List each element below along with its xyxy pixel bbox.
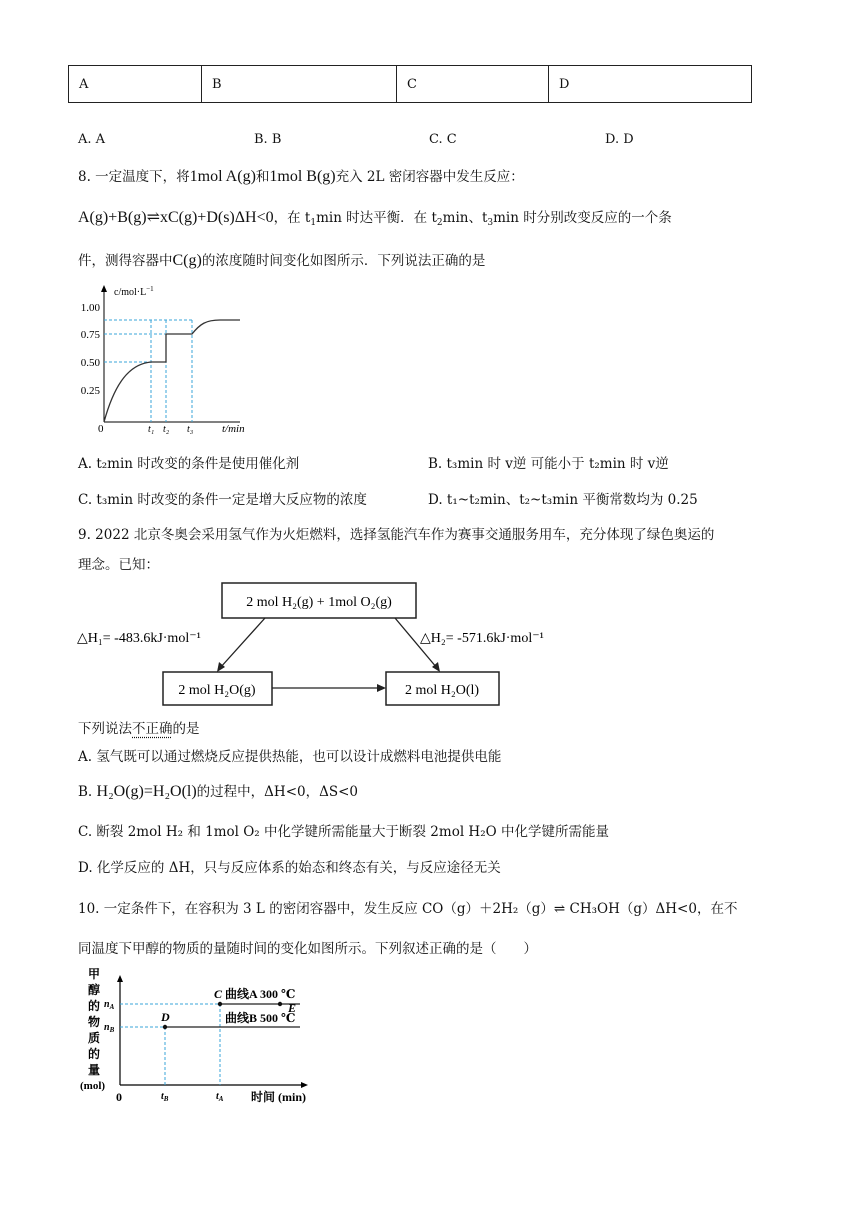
svg-text:的: 的 [88, 1047, 101, 1061]
dh1-label: △H₁= -483.6kJ·mol⁻¹ [77, 631, 201, 646]
label-curve-b: 曲线B 500 ℃ [225, 1011, 296, 1025]
label-point-e: E [288, 1001, 297, 1015]
box-reactants-label: 2 mol H₂(g) + 1mol O₂(g) [246, 595, 392, 610]
q8-equation: A(g)+B(g)⇌xC(g)+D(s)ΔH<0 [78, 209, 274, 226]
svg-text:量: 量 [88, 1063, 101, 1077]
svg-text:的: 的 [88, 999, 101, 1013]
x-tick-t3: t₃ [187, 424, 194, 435]
q8-option-b: B. t₃min 时 v逆 可能小于 t₂min 时 v逆 [428, 456, 669, 472]
chart2-origin: 0 [116, 1090, 122, 1104]
arrow-dh1 [220, 618, 265, 668]
point-e [278, 1002, 282, 1006]
q8-option-d: D. t₁~t₂min、t₂~t₃min 平衡常数均为 0.25 [428, 492, 698, 508]
y-tick-0.75: 0.75 [80, 329, 100, 341]
options-table [68, 65, 752, 103]
q9-option-c: C. 断裂 2mol H₂ 和 1mol O₂ 中化学键所需能量大于断裂 2mol H₂O 中化学键所需能量 [78, 824, 609, 840]
chart2-ylabel [88, 967, 100, 1077]
label-point-c: C [214, 987, 223, 1001]
enthalpy-diagram [75, 580, 695, 710]
point-d [163, 1025, 167, 1029]
label-nA: $n_A$ [104, 999, 115, 1011]
label-tA: $t_A$ [216, 1091, 224, 1103]
q10-line2: 同温度下甲醇的物质的量随时间的变化如图所示。下列叙述正确的是（ ） [78, 941, 537, 957]
label-curve-a: 曲线A 300 ℃ [225, 987, 296, 1001]
table-cell-d: D [549, 66, 752, 103]
x-tick-t2: t₂ [163, 424, 170, 435]
q7-option-b: B. B [254, 132, 282, 147]
q9-option-a: A. 氢气既可以通过燃烧反应提供热能，也可以设计成燃料电池提供电能 [78, 749, 502, 765]
point-c [218, 1002, 222, 1006]
q9-option-d: D. 化学反应的 ΔH，只与反应体系的始态和终态有关，与反应途径无关 [78, 860, 501, 876]
label-point-d: D [161, 1010, 170, 1024]
svg-text:甲: 甲 [88, 967, 101, 981]
q8-line1: 8. 一定温度下，将1mol A(g)和1mol B(g)充入 2L 密闭容器中发生反应： [78, 168, 524, 185]
q8-line3: 件，测得容器中C(g)的浓度随时间变化如图所示．下列说法正确的是 [78, 252, 486, 269]
concentration-chart [70, 282, 250, 437]
chart2-guides [120, 1004, 220, 1085]
q7-option-d: D. D [605, 132, 634, 147]
svg-text:醇: 醇 [88, 983, 101, 997]
methanol-chart [75, 965, 325, 1110]
q9-line1: 9. 2022 北京冬奥会采用氢气作为火炬燃料，选择氢能汽车作为赛事交通服务用车，充分体现了绿色奥运的 [78, 527, 715, 543]
q9-question: 下列说法不正确的是 [78, 721, 200, 737]
q8-line2: A(g)+B(g)⇌xC(g)+D(s)ΔH<0，在 $t_1\min$ 时达平衡．在 $t_2\min$、$t_3\min$ 时分别改变反应的一个条 [78, 209, 672, 228]
svg-text:物: 物 [88, 1015, 101, 1029]
q8-option-a: A. t₂min 时改变的条件是使用催化剂 [78, 456, 300, 472]
label-tB: $t_B$ [161, 1091, 169, 1103]
label-nB: $n_B$ [104, 1022, 115, 1034]
box-water-gas-label: 2 mol H₂O(g) [178, 683, 256, 698]
q8-option-c: C. t₃min 时改变的条件一定是增大反应物的浓度 [78, 492, 367, 508]
box-water-liquid-label: 2 mol H₂O(l) [404, 683, 480, 698]
chart1-ylabel: $c/mol\cdot L^{-1}$ [114, 285, 154, 298]
y-tick-0.25: 0.25 [80, 385, 100, 397]
chart2-yunit: (mol) [80, 1080, 106, 1092]
chart1-xlabel: t/min [222, 423, 245, 435]
table-cell-a: A [69, 66, 202, 103]
chart1-origin: 0 [98, 423, 104, 435]
q9-line2: 理念。已知： [78, 557, 159, 573]
chart1-guides [104, 320, 192, 422]
dh2-label: △H₂= -571.6kJ·mol⁻¹ [420, 631, 544, 646]
x-tick-t1: t₁ [148, 424, 155, 435]
table-cell-c: C [397, 66, 549, 103]
svg-text:质: 质 [88, 1031, 101, 1045]
q7-option-a: A. A [78, 132, 106, 147]
y-tick-1.00: 1.00 [80, 302, 100, 314]
q7-option-c: C. C [429, 132, 457, 147]
q9-option-b: B. H₂O(g)=H₂O(l)的过程中，ΔH<0，ΔS<0 [78, 783, 358, 800]
table-cell-b: B [202, 66, 397, 103]
concentration-curve [104, 320, 240, 422]
y-tick-0.50: 0.50 [80, 357, 100, 369]
chart2-xlabel: 时间 (min) [251, 1090, 306, 1104]
q10-line1: 10. 一定条件下，在容积为 3 L 的密闭容器中，发生反应 CO（g）＋2H₂（g）⇌ CH₃OH（g）ΔH<0，在不 [78, 901, 738, 917]
